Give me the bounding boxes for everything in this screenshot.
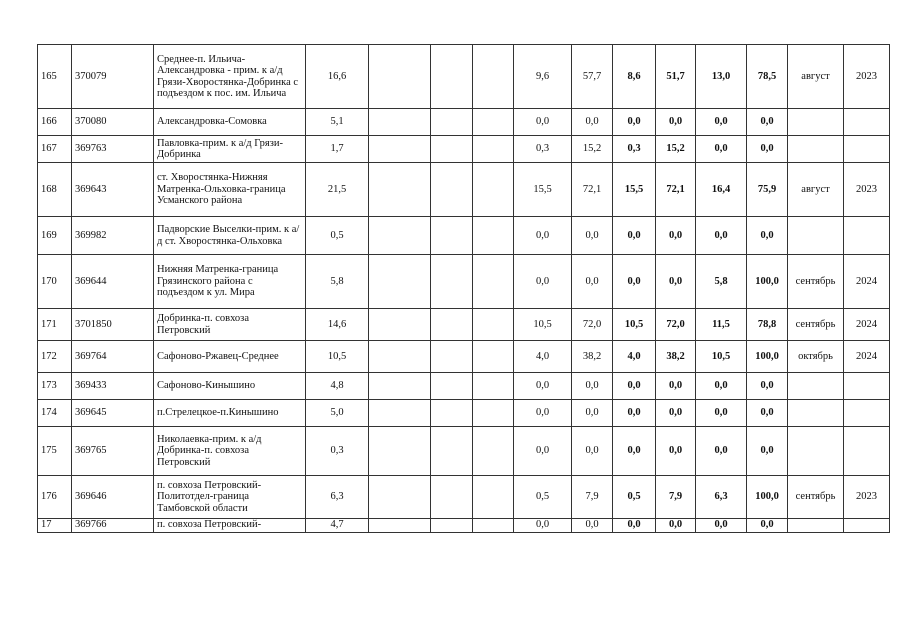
value-5-cell: 0,0 bbox=[696, 109, 747, 136]
value-2-cell: 0,0 bbox=[572, 217, 613, 255]
table-row bbox=[38, 400, 890, 427]
road-name-cell: Павловка-прим. к а/д Грязи-Добринка bbox=[154, 136, 306, 163]
road-code-cell: 369643 bbox=[72, 163, 154, 217]
value-3-cell: 0,0 bbox=[613, 373, 656, 400]
year-cell bbox=[844, 109, 890, 136]
value-3-cell: 10,5 bbox=[613, 309, 656, 341]
value-2-cell: 0,0 bbox=[572, 255, 613, 309]
value-6-cell: 100,0 bbox=[747, 255, 788, 309]
value-5-cell: 0,0 bbox=[696, 519, 747, 533]
value-4-cell: 7,9 bbox=[656, 476, 696, 519]
year-cell: 2023 bbox=[844, 163, 890, 217]
value-4-cell: 38,2 bbox=[656, 341, 696, 373]
value-2-cell: 15,2 bbox=[572, 136, 613, 163]
empty-col-2-cell bbox=[431, 109, 473, 136]
empty-col-3-cell bbox=[473, 341, 514, 373]
empty-col-2-cell bbox=[431, 309, 473, 341]
row-number-cell: 170 bbox=[38, 255, 72, 309]
empty-col-1-cell bbox=[369, 163, 431, 217]
value-3-cell: 0,3 bbox=[613, 136, 656, 163]
value-1-cell: 0,0 bbox=[514, 217, 572, 255]
empty-col-1-cell bbox=[369, 400, 431, 427]
road-code-cell: 369645 bbox=[72, 400, 154, 427]
year-cell: 2023 bbox=[844, 476, 890, 519]
length-cell: 21,5 bbox=[306, 163, 369, 217]
value-3-cell: 0,0 bbox=[613, 217, 656, 255]
road-code-cell: 3701850 bbox=[72, 309, 154, 341]
value-2-cell: 38,2 bbox=[572, 341, 613, 373]
row-number-cell: 173 bbox=[38, 373, 72, 400]
empty-col-2-cell bbox=[431, 136, 473, 163]
empty-col-2-cell bbox=[431, 373, 473, 400]
value-3-cell: 0,0 bbox=[613, 255, 656, 309]
value-5-cell: 11,5 bbox=[696, 309, 747, 341]
year-cell bbox=[844, 519, 890, 533]
road-code-cell: 369646 bbox=[72, 476, 154, 519]
year-cell bbox=[844, 373, 890, 400]
value-5-cell: 10,5 bbox=[696, 341, 747, 373]
empty-col-1-cell bbox=[369, 109, 431, 136]
empty-col-1-cell bbox=[369, 427, 431, 476]
empty-col-1-cell bbox=[369, 136, 431, 163]
length-cell: 0,3 bbox=[306, 427, 369, 476]
month-cell: август bbox=[788, 163, 844, 217]
value-1-cell: 0,0 bbox=[514, 519, 572, 533]
road-name-cell: ст. Хворостянка-Нижняя Матренка-Ольховка-граница Усманского района bbox=[154, 163, 306, 217]
length-cell: 16,6 bbox=[306, 45, 369, 109]
roads-table bbox=[37, 44, 890, 533]
empty-col-2-cell bbox=[431, 427, 473, 476]
road-name-cell: Сафоново-Кинышино bbox=[154, 373, 306, 400]
empty-col-1-cell bbox=[369, 255, 431, 309]
value-3-cell: 0,0 bbox=[613, 427, 656, 476]
table-row bbox=[38, 45, 890, 109]
row-number-cell: 175 bbox=[38, 427, 72, 476]
value-2-cell: 0,0 bbox=[572, 519, 613, 533]
value-3-cell: 4,0 bbox=[613, 341, 656, 373]
month-cell bbox=[788, 217, 844, 255]
value-6-cell: 0,0 bbox=[747, 427, 788, 476]
empty-col-3-cell bbox=[473, 217, 514, 255]
year-cell bbox=[844, 400, 890, 427]
table-row bbox=[38, 136, 890, 163]
empty-col-3-cell bbox=[473, 519, 514, 533]
value-4-cell: 0,0 bbox=[656, 217, 696, 255]
empty-col-1-cell bbox=[369, 45, 431, 109]
value-1-cell: 0,0 bbox=[514, 400, 572, 427]
year-cell bbox=[844, 217, 890, 255]
month-cell: сентябрь bbox=[788, 476, 844, 519]
value-1-cell: 0,0 bbox=[514, 373, 572, 400]
table-row bbox=[38, 341, 890, 373]
row-number-cell: 166 bbox=[38, 109, 72, 136]
table-row bbox=[38, 109, 890, 136]
table-row bbox=[38, 217, 890, 255]
month-cell bbox=[788, 109, 844, 136]
month-cell: август bbox=[788, 45, 844, 109]
table-row bbox=[38, 519, 890, 533]
length-cell: 4,7 bbox=[306, 519, 369, 533]
empty-col-2-cell bbox=[431, 217, 473, 255]
road-name-cell: Среднее-п. Ильича-Александровка - прим. к а/д Грязи-Хворостянка-Добринка с подъездом к пос. им. Ильича bbox=[154, 45, 306, 109]
value-2-cell: 0,0 bbox=[572, 109, 613, 136]
value-1-cell: 9,6 bbox=[514, 45, 572, 109]
value-6-cell: 100,0 bbox=[747, 476, 788, 519]
value-5-cell: 0,0 bbox=[696, 136, 747, 163]
road-code-cell: 369982 bbox=[72, 217, 154, 255]
value-4-cell: 72,1 bbox=[656, 163, 696, 217]
value-6-cell: 75,9 bbox=[747, 163, 788, 217]
value-1-cell: 0,0 bbox=[514, 109, 572, 136]
value-6-cell: 0,0 bbox=[747, 109, 788, 136]
year-cell: 2024 bbox=[844, 255, 890, 309]
value-6-cell: 100,0 bbox=[747, 341, 788, 373]
road-name-cell: Александровка-Сомовка bbox=[154, 109, 306, 136]
value-1-cell: 0,0 bbox=[514, 255, 572, 309]
length-cell: 5,0 bbox=[306, 400, 369, 427]
year-cell: 2023 bbox=[844, 45, 890, 109]
empty-col-3-cell bbox=[473, 136, 514, 163]
row-number-cell: 172 bbox=[38, 341, 72, 373]
table-row bbox=[38, 255, 890, 309]
value-2-cell: 0,0 bbox=[572, 400, 613, 427]
value-6-cell: 0,0 bbox=[747, 373, 788, 400]
value-6-cell: 0,0 bbox=[747, 400, 788, 427]
month-cell: сентябрь bbox=[788, 255, 844, 309]
empty-col-3-cell bbox=[473, 309, 514, 341]
value-4-cell: 0,0 bbox=[656, 427, 696, 476]
empty-col-3-cell bbox=[473, 109, 514, 136]
value-5-cell: 16,4 bbox=[696, 163, 747, 217]
value-2-cell: 0,0 bbox=[572, 373, 613, 400]
table-row bbox=[38, 163, 890, 217]
road-code-cell: 369763 bbox=[72, 136, 154, 163]
row-number-cell: 176 bbox=[38, 476, 72, 519]
empty-col-2-cell bbox=[431, 255, 473, 309]
value-1-cell: 15,5 bbox=[514, 163, 572, 217]
road-code-cell: 369766 bbox=[72, 519, 154, 533]
value-3-cell: 8,6 bbox=[613, 45, 656, 109]
table-body bbox=[38, 45, 890, 533]
value-5-cell: 0,0 bbox=[696, 373, 747, 400]
empty-col-1-cell bbox=[369, 217, 431, 255]
empty-col-1-cell bbox=[369, 476, 431, 519]
road-name-cell: Падворские Выселки-прим. к а/д ст. Хворостянка-Ольховка bbox=[154, 217, 306, 255]
empty-col-1-cell bbox=[369, 309, 431, 341]
road-name-cell: п.Стрелецкое-п.Кинышино bbox=[154, 400, 306, 427]
month-cell: сентябрь bbox=[788, 309, 844, 341]
value-1-cell: 10,5 bbox=[514, 309, 572, 341]
month-cell bbox=[788, 519, 844, 533]
length-cell: 14,6 bbox=[306, 309, 369, 341]
empty-col-1-cell bbox=[369, 341, 431, 373]
row-number-cell: 171 bbox=[38, 309, 72, 341]
value-1-cell: 0,0 bbox=[514, 427, 572, 476]
road-code-cell: 369644 bbox=[72, 255, 154, 309]
value-4-cell: 0,0 bbox=[656, 373, 696, 400]
value-4-cell: 15,2 bbox=[656, 136, 696, 163]
empty-col-2-cell bbox=[431, 45, 473, 109]
year-cell bbox=[844, 136, 890, 163]
empty-col-3-cell bbox=[473, 373, 514, 400]
road-code-cell: 370080 bbox=[72, 109, 154, 136]
value-3-cell: 0,5 bbox=[613, 476, 656, 519]
table-row bbox=[38, 427, 890, 476]
empty-col-2-cell bbox=[431, 163, 473, 217]
empty-col-3-cell bbox=[473, 427, 514, 476]
value-2-cell: 0,0 bbox=[572, 427, 613, 476]
value-2-cell: 72,1 bbox=[572, 163, 613, 217]
empty-col-2-cell bbox=[431, 400, 473, 427]
value-5-cell: 0,0 bbox=[696, 400, 747, 427]
row-number-cell: 174 bbox=[38, 400, 72, 427]
value-1-cell: 0,3 bbox=[514, 136, 572, 163]
year-cell bbox=[844, 427, 890, 476]
table-row bbox=[38, 373, 890, 400]
length-cell: 5,1 bbox=[306, 109, 369, 136]
year-cell: 2024 bbox=[844, 309, 890, 341]
value-5-cell: 13,0 bbox=[696, 45, 747, 109]
value-2-cell: 57,7 bbox=[572, 45, 613, 109]
value-4-cell: 0,0 bbox=[656, 519, 696, 533]
month-cell bbox=[788, 427, 844, 476]
table-row bbox=[38, 476, 890, 519]
road-name-cell: п. совхоза Петровский- bbox=[154, 519, 306, 533]
empty-col-1-cell bbox=[369, 519, 431, 533]
empty-col-1-cell bbox=[369, 373, 431, 400]
value-5-cell: 0,0 bbox=[696, 427, 747, 476]
value-5-cell: 5,8 bbox=[696, 255, 747, 309]
empty-col-3-cell bbox=[473, 45, 514, 109]
road-name-cell: Добринка-п. совхоза Петровский bbox=[154, 309, 306, 341]
road-name-cell: Николаевка-прим. к а/д Добринка-п. совхоза Петровский bbox=[154, 427, 306, 476]
empty-col-3-cell bbox=[473, 476, 514, 519]
road-name-cell: Нижняя Матренка-граница Грязинского района с подъездом к ул. Мира bbox=[154, 255, 306, 309]
road-code-cell: 370079 bbox=[72, 45, 154, 109]
month-cell: октябрь bbox=[788, 341, 844, 373]
value-2-cell: 7,9 bbox=[572, 476, 613, 519]
value-4-cell: 0,0 bbox=[656, 109, 696, 136]
month-cell bbox=[788, 136, 844, 163]
length-cell: 5,8 bbox=[306, 255, 369, 309]
value-4-cell: 0,0 bbox=[656, 255, 696, 309]
empty-col-3-cell bbox=[473, 255, 514, 309]
value-6-cell: 0,0 bbox=[747, 519, 788, 533]
road-code-cell: 369765 bbox=[72, 427, 154, 476]
empty-col-2-cell bbox=[431, 476, 473, 519]
road-code-cell: 369764 bbox=[72, 341, 154, 373]
length-cell: 0,5 bbox=[306, 217, 369, 255]
value-4-cell: 72,0 bbox=[656, 309, 696, 341]
row-number-cell: 165 bbox=[38, 45, 72, 109]
value-4-cell: 51,7 bbox=[656, 45, 696, 109]
row-number-cell: 17 bbox=[38, 519, 72, 533]
value-6-cell: 78,8 bbox=[747, 309, 788, 341]
road-name-cell: п. совхоза Петровский-Политотдел-граница Тамбовской области bbox=[154, 476, 306, 519]
value-2-cell: 72,0 bbox=[572, 309, 613, 341]
row-number-cell: 168 bbox=[38, 163, 72, 217]
value-3-cell: 0,0 bbox=[613, 519, 656, 533]
value-5-cell: 6,3 bbox=[696, 476, 747, 519]
value-5-cell: 0,0 bbox=[696, 217, 747, 255]
empty-col-2-cell bbox=[431, 519, 473, 533]
empty-col-3-cell bbox=[473, 163, 514, 217]
table-row bbox=[38, 309, 890, 341]
length-cell: 10,5 bbox=[306, 341, 369, 373]
row-number-cell: 169 bbox=[38, 217, 72, 255]
value-3-cell: 15,5 bbox=[613, 163, 656, 217]
month-cell bbox=[788, 400, 844, 427]
month-cell bbox=[788, 373, 844, 400]
road-name-cell: Сафоново-Ржавец-Среднее bbox=[154, 341, 306, 373]
value-3-cell: 0,0 bbox=[613, 109, 656, 136]
row-number-cell: 167 bbox=[38, 136, 72, 163]
empty-col-3-cell bbox=[473, 400, 514, 427]
length-cell: 6,3 bbox=[306, 476, 369, 519]
value-6-cell: 0,0 bbox=[747, 136, 788, 163]
length-cell: 4,8 bbox=[306, 373, 369, 400]
value-3-cell: 0,0 bbox=[613, 400, 656, 427]
road-code-cell: 369433 bbox=[72, 373, 154, 400]
value-1-cell: 4,0 bbox=[514, 341, 572, 373]
value-1-cell: 0,5 bbox=[514, 476, 572, 519]
year-cell: 2024 bbox=[844, 341, 890, 373]
value-6-cell: 78,5 bbox=[747, 45, 788, 109]
value-6-cell: 0,0 bbox=[747, 217, 788, 255]
empty-col-2-cell bbox=[431, 341, 473, 373]
value-4-cell: 0,0 bbox=[656, 400, 696, 427]
length-cell: 1,7 bbox=[306, 136, 369, 163]
